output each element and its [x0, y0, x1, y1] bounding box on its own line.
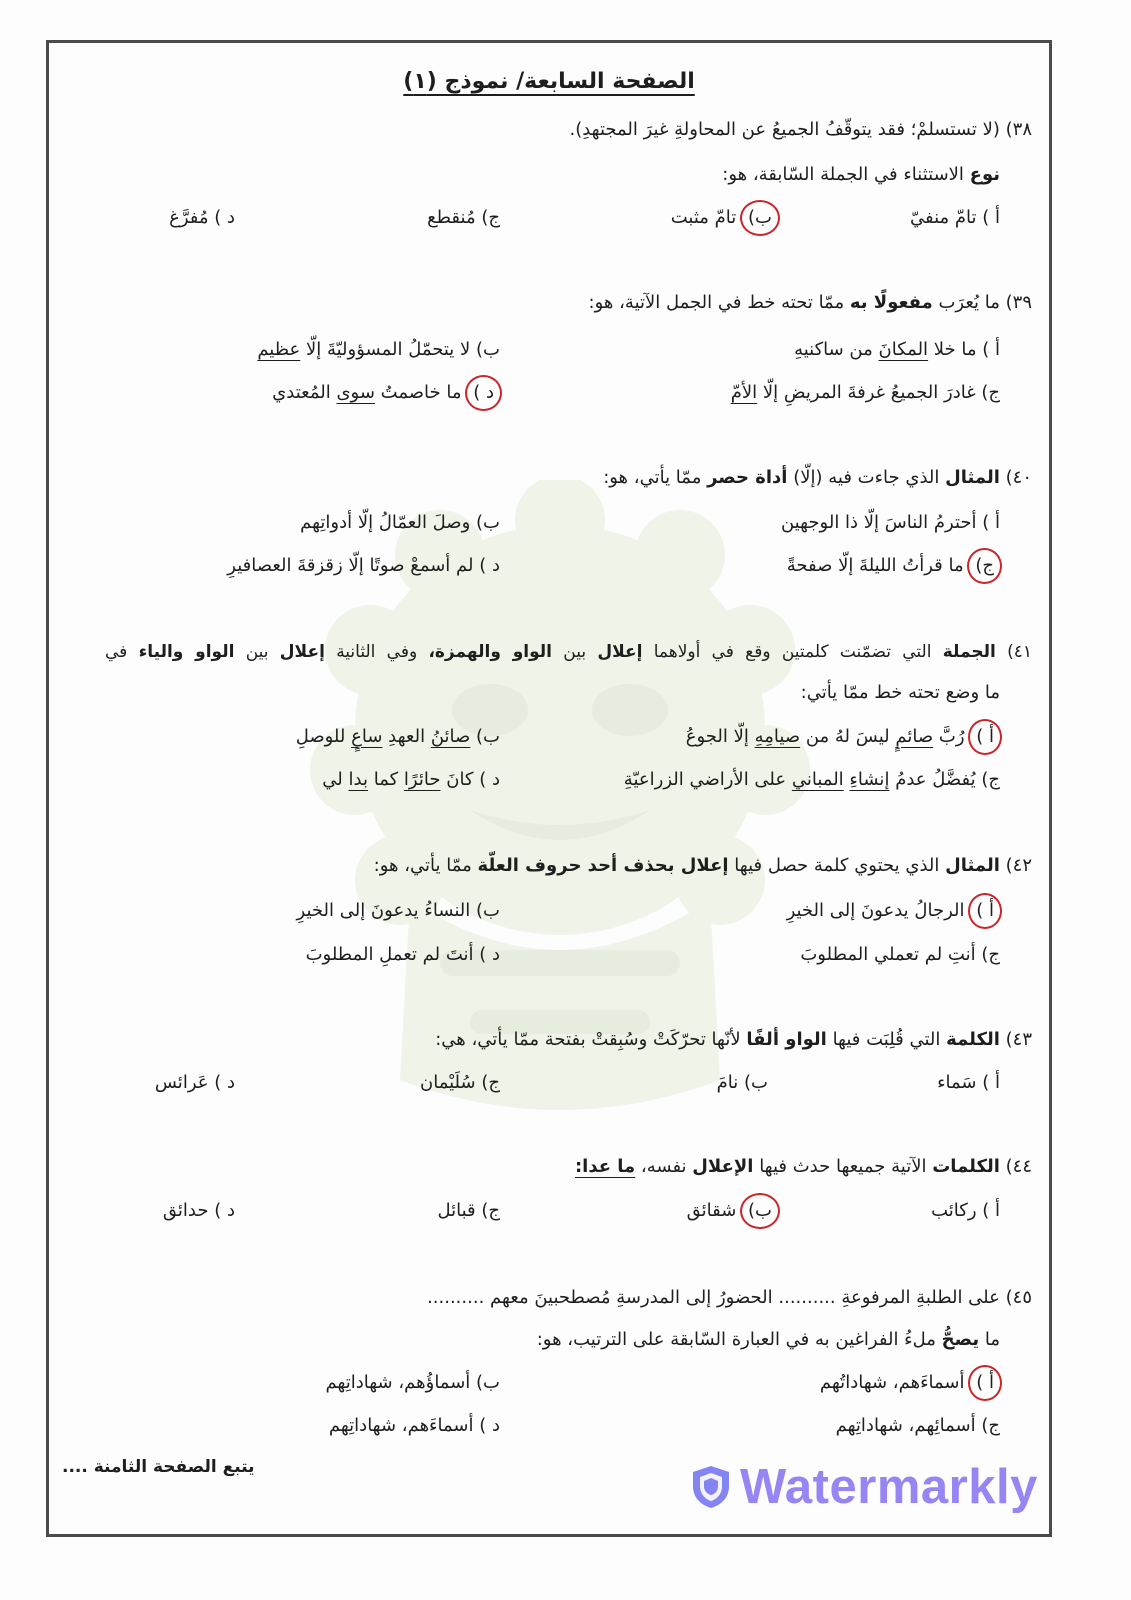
option-letter: د ) — [214, 1072, 235, 1093]
option-letter: ب) — [476, 726, 500, 747]
stem-text: التي قُلِبَت فيها — [832, 1029, 941, 1050]
option-d — [272, 378, 500, 408]
option-text: إلّا الجوعُ — [685, 726, 749, 747]
stem-bold: إعلال بحذف أحد حروف العلّة — [477, 855, 729, 876]
option-c — [420, 1068, 500, 1098]
option-letter: د ) — [479, 1415, 500, 1436]
option-letter-circled: أ ) — [968, 1365, 1002, 1401]
option-a — [787, 896, 1000, 926]
option-b — [257, 335, 500, 365]
stem-text: الآتية جميعها حدث فيها — [759, 1156, 927, 1177]
stem-text: الذي يحتوي كلمة حصل فيها — [734, 855, 940, 876]
option-text: للوصلِ — [295, 726, 346, 747]
option-text: أسماءَهم، شهاداتُهم — [819, 1372, 965, 1393]
underlined-word: ساعٍ — [351, 726, 383, 747]
option-letter: ج) — [981, 382, 1000, 403]
option-letter: د ) — [479, 769, 500, 790]
option-letter: أ ) — [982, 339, 1000, 360]
underlined-word: سوى — [336, 382, 375, 403]
option-a — [910, 203, 1000, 233]
watermark — [690, 1458, 1038, 1516]
stem-text: وفي الثانية — [336, 642, 418, 662]
option-a — [820, 1368, 1000, 1398]
underlined-word: صائنُ — [430, 726, 471, 747]
option-text: كما — [373, 769, 399, 790]
stem-text: ممّا تحته خط في الجمل الآتية، هو: — [588, 292, 845, 313]
option-text: أسمائِهم، شهاداتِهم — [835, 1415, 976, 1436]
question-prompt — [722, 160, 1000, 190]
option-d — [169, 203, 235, 233]
option-text: ما خلا — [933, 339, 977, 360]
option-text: تامّ منفيّ — [909, 207, 977, 228]
option-a — [686, 722, 1000, 752]
option-text: غادرَ الجميعُ غرفةَ المريضِ إلّا — [762, 382, 976, 403]
option-text: شقائق — [686, 1200, 737, 1221]
option-text: لم أسمعْ صوتًا إلّا زقزقةَ العصافيرِ — [227, 555, 474, 576]
prompt-text: ملءُ الفراغين به في العبارة السّابقة على الترتيب، هو: — [536, 1329, 936, 1350]
underlined-word: صيامِهِ — [754, 726, 801, 747]
option-c — [836, 1411, 1000, 1441]
option-letter: ب) — [476, 339, 500, 360]
prompt-bold: يصحُّ — [941, 1329, 980, 1350]
question-number: ٤٤) — [1005, 1156, 1032, 1177]
question-number: ٤١) — [1007, 642, 1033, 662]
option-text: قبائل — [437, 1200, 476, 1221]
page-title: الصفحة السابعة/ نموذج (١) — [403, 69, 695, 94]
option-b — [717, 1068, 768, 1098]
prompt-text: الاستثناء في الجملة السّابقة، هو: — [722, 164, 964, 185]
question-stem — [374, 851, 1032, 881]
option-text: سُلَيْمان — [420, 1072, 476, 1093]
stem-bold: الكلمات — [932, 1156, 1000, 1177]
option-text: رُبَّ — [938, 726, 965, 747]
stem-bold: إعلال — [279, 642, 325, 662]
question-stem — [603, 463, 1032, 493]
option-text: أنتِ لم تعملي المطلوبَ — [800, 944, 976, 965]
option-c — [624, 765, 1000, 795]
option-a — [781, 508, 1000, 538]
question-stem — [435, 1025, 1032, 1055]
option-a — [794, 335, 1000, 365]
stem-bold: الواو والهمزة، — [428, 642, 552, 662]
question-number: ٣٩) — [1005, 292, 1032, 313]
question-number: ٣٨) — [1005, 119, 1032, 140]
stem-bold: الواو والياء — [138, 642, 235, 662]
option-letter-circled: ج) — [967, 548, 1002, 584]
question-stem — [589, 288, 1032, 318]
option-text: أسماؤُهم، شهاداتِهم — [325, 1372, 471, 1393]
option-d — [322, 765, 500, 795]
option-c — [427, 203, 500, 233]
option-text: أحترمُ الناسَ إلّا ذا الوجهين — [780, 512, 977, 533]
option-b — [300, 508, 500, 538]
option-text: النساءُ يدعونَ إلى الخيرِ — [296, 900, 471, 921]
question-stem — [569, 115, 1032, 145]
option-text: الرجالُ يدعونَ إلى الخيرِ — [786, 900, 965, 921]
prompt-bold: نوع — [969, 164, 1000, 185]
underlined-word: المكانَ — [878, 339, 929, 360]
option-letter: د ) — [214, 207, 235, 228]
watermark-text: Watermarkly — [740, 1460, 1038, 1514]
underlined-word: بدا — [348, 769, 368, 790]
option-b — [671, 203, 778, 233]
option-letter: ج) — [981, 944, 1000, 965]
stem-text: بين — [563, 642, 587, 662]
option-a — [937, 1068, 1000, 1098]
stem-text: في — [105, 642, 128, 662]
question-number: ٤٣) — [1005, 1029, 1032, 1050]
option-letter: ج) — [981, 1415, 1000, 1436]
stem-bold: الكلمة — [946, 1029, 1000, 1050]
option-letter: أ ) — [982, 512, 1000, 533]
option-letter: أ ) — [982, 1200, 1000, 1221]
underlined-word: الأمّ — [730, 382, 758, 403]
stem-text: لأنّها تحرّكَتْ وسُبِقتْ بفتحة ممّا يأتي، هي: — [435, 1029, 741, 1050]
option-letter-circled: د ) — [465, 375, 502, 411]
option-letter: د ) — [214, 1200, 235, 1221]
option-letter: ج) — [481, 1072, 500, 1093]
option-c — [787, 551, 1000, 581]
option-letter: ج) — [981, 769, 1000, 790]
option-letter: د ) — [479, 555, 500, 576]
stem-bold: الجملة — [942, 642, 996, 662]
option-text: لي — [322, 769, 343, 790]
option-text: أسماءَهم، شهاداتِهم — [328, 1415, 474, 1436]
option-b — [297, 896, 500, 926]
stem-text: الذي جاءت فيه (إلّا) — [793, 467, 940, 488]
option-text: تامّ مثبت — [670, 207, 737, 228]
question-number: ٤٠) — [1005, 467, 1032, 488]
option-b — [687, 1196, 778, 1226]
question-stem — [575, 1152, 1032, 1182]
option-letter: ب) — [476, 1372, 500, 1393]
underlined-word: إنشاءِ — [849, 769, 890, 790]
option-d — [306, 940, 500, 970]
option-text: كانَ — [446, 769, 474, 790]
option-text: يُفضَّلُ عدمُ — [895, 769, 976, 790]
option-letter: ب) — [744, 1072, 768, 1093]
option-text: حدائق — [162, 1200, 209, 1221]
stem-bold: إعلال — [597, 642, 643, 662]
underlined-word: حائرًا — [403, 769, 441, 790]
question-stem-continued: ما وضع تحته خط ممّا يأتي: — [800, 682, 1000, 703]
option-letter-circled: أ ) — [968, 893, 1002, 929]
question-number: ٤٥) — [1005, 1287, 1032, 1308]
option-d — [227, 551, 500, 581]
option-d — [155, 1068, 235, 1098]
underlined-word: المباني — [791, 769, 844, 790]
stem-bold: الواو ألفًا — [746, 1029, 827, 1050]
question-prompt — [537, 1325, 1000, 1355]
stem-bold-underlined: ما عدا: — [574, 1156, 636, 1177]
option-text: نامَ — [716, 1072, 739, 1093]
option-text: ليسَ لهُ من — [805, 726, 890, 747]
question-number: ٤٢) — [1005, 855, 1032, 876]
option-letter-circled: ب) — [740, 1193, 780, 1229]
option-letter: ج) — [481, 207, 500, 228]
option-text: المُعتدي — [272, 382, 331, 403]
stem-text: (لا تستسلمْ؛ فقد يتوقّفُ الجميعُ عن المحاولةِ غيرَ المجتهدِ). — [569, 119, 1000, 140]
stem-text: التي تضمّنت كلمتين وقع في أولاهما — [653, 642, 932, 662]
continue-next-page-note: يتبع الصفحة الثامنة .... — [62, 1457, 255, 1477]
option-text: أنتَ لم تعملِ المطلوبَ — [305, 944, 474, 965]
option-text: على الأراضي الزراعيّةِ — [623, 769, 787, 790]
option-c — [731, 378, 1000, 408]
option-d — [163, 1196, 235, 1226]
stem-bold: المثال — [945, 855, 1000, 876]
option-text: وصلَ العمّالُ إلّا أدواتِهم — [300, 512, 471, 533]
option-c — [800, 940, 1000, 970]
stem-text: ممّا يأتي، هو: — [603, 467, 702, 488]
option-b — [325, 1368, 500, 1398]
stem-bold: الإعلال — [692, 1156, 754, 1177]
underlined-word: صائمٍ — [895, 726, 934, 747]
question-stem — [427, 1283, 1032, 1313]
stem-text: ممّا يأتي، هو: — [373, 855, 472, 876]
stem-bold: أداة حصر — [707, 467, 788, 488]
option-text: مُنقطع — [427, 207, 476, 228]
option-c — [437, 1196, 500, 1226]
prompt-text: ما — [984, 1329, 1000, 1350]
option-text: لا يتحمّلُ المسؤوليّةَ إلّا — [305, 339, 471, 360]
option-text: ركائب — [931, 1200, 977, 1221]
option-text: ما خاصمتُ — [380, 382, 462, 403]
option-letter: أ ) — [982, 207, 1000, 228]
option-letter: ب) — [476, 512, 500, 533]
option-letter: أ ) — [982, 1072, 1000, 1093]
option-text: مُفرَّغ — [169, 207, 209, 228]
underlined-word: عظيم — [257, 339, 301, 360]
option-b — [296, 722, 500, 752]
option-letter: د ) — [479, 944, 500, 965]
option-a — [931, 1196, 1000, 1226]
option-text: سَماء — [937, 1072, 977, 1093]
stem-bold: مفعولًا به — [849, 292, 933, 313]
stem-text: نفسه، — [640, 1156, 687, 1177]
option-d — [329, 1411, 500, 1441]
option-text: العهدِ — [388, 726, 426, 747]
stem-bold: المثال — [945, 467, 1000, 488]
option-letter: ب) — [476, 900, 500, 921]
option-letter-circled: أ ) — [968, 719, 1002, 755]
option-text: من ساكنيهِ — [794, 339, 873, 360]
option-letter: ج) — [481, 1200, 500, 1221]
shield-icon — [690, 1464, 732, 1510]
option-text: ما قرأتُ الليلةَ إلّا صفحةً — [786, 555, 964, 576]
question-stem — [105, 637, 1032, 667]
option-letter-circled: ب) — [740, 200, 780, 236]
stem-text: على الطلبةِ المرفوعةِ .......... الحضورُ إلى المدرسةِ مُصطحبينَ معهم .......... — [427, 1287, 1000, 1308]
stem-text: بين — [245, 642, 269, 662]
option-text: عَرائس — [154, 1072, 209, 1093]
stem-text: ما يُعرَب — [938, 292, 1000, 313]
